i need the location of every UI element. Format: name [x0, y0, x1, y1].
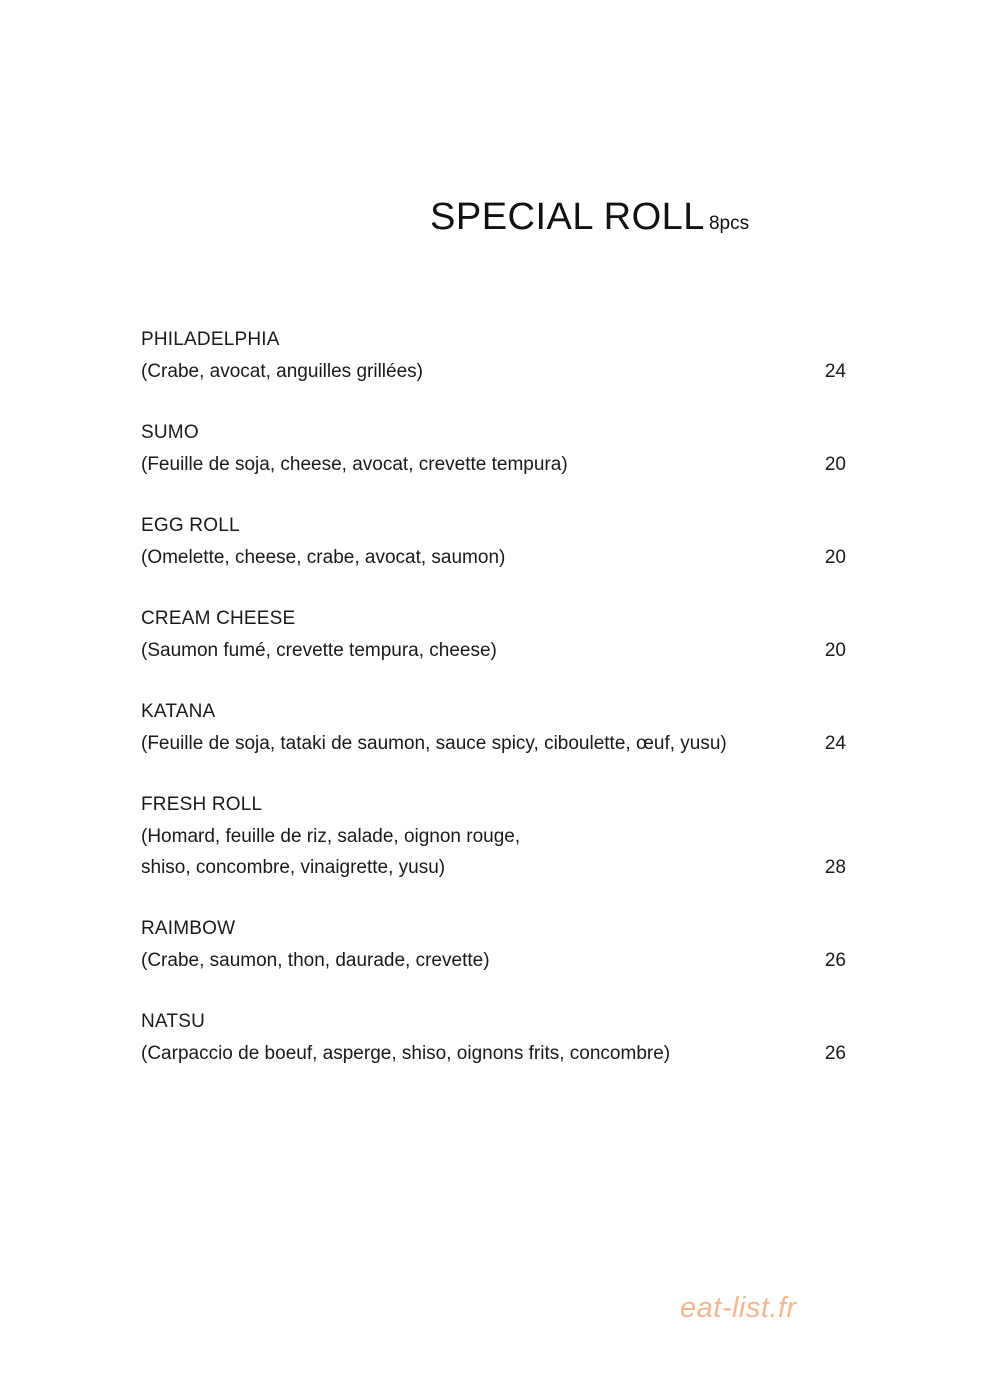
item-detail-row	[141, 821, 846, 883]
item-detail-row	[141, 635, 846, 666]
item-name: FRESH ROLL	[141, 794, 263, 815]
item-name: PHILADELPHIA	[141, 329, 280, 350]
item-detail-row	[141, 945, 846, 976]
item-description: (Carpaccio de boeuf, asperge, shiso, oignons frits, concombre)	[141, 1043, 671, 1064]
menu-title: SPECIAL ROLL	[430, 196, 705, 238]
item-price: 26	[824, 1043, 846, 1064]
item-description: (Omelette, cheese, crabe, avocat, saumon)	[141, 547, 506, 568]
menu-item	[141, 913, 846, 976]
item-description: (Feuille de soja, cheese, avocat, crevette tempura)	[141, 454, 568, 475]
item-description: (Crabe, avocat, anguilles grillées)	[141, 361, 423, 382]
item-description: (Crabe, saumon, thon, daurade, crevette)	[141, 950, 490, 971]
menu-item	[141, 324, 846, 387]
item-description: (Homard, feuille de riz, salade, oignon rouge, shiso, concombre, vinaigrette, yusu)	[141, 826, 521, 878]
item-price: 28	[824, 857, 846, 878]
item-detail-row	[141, 356, 846, 387]
item-description: (Feuille de soja, tataki de saumon, sauce spicy, ciboulette, œuf, yusu)	[141, 733, 727, 754]
item-detail-row	[141, 449, 846, 480]
item-detail-row	[141, 728, 846, 759]
item-price: 26	[824, 950, 846, 971]
item-detail-row	[141, 1038, 846, 1069]
menu-item	[141, 510, 846, 573]
menu-item	[141, 1006, 846, 1069]
item-price: 20	[824, 454, 846, 475]
menu-items-list	[141, 324, 846, 1099]
item-name: KATANA	[141, 701, 216, 722]
page-title	[430, 196, 749, 239]
item-name: CREAM CHEESE	[141, 608, 296, 629]
menu-item	[141, 696, 846, 759]
menu-item	[141, 603, 846, 666]
item-name: SUMO	[141, 422, 199, 443]
item-price: 20	[824, 640, 846, 661]
item-name: NATSU	[141, 1011, 205, 1032]
menu-subtitle: 8pcs	[708, 213, 750, 234]
item-name: RAIMBOW	[141, 918, 236, 939]
menu-item	[141, 789, 846, 883]
item-name: EGG ROLL	[141, 515, 240, 536]
item-price: 24	[824, 733, 846, 754]
menu-item	[141, 417, 846, 480]
item-price: 20	[824, 547, 846, 568]
watermark: eat-list.fr	[680, 1292, 797, 1324]
item-detail-row	[141, 542, 846, 573]
item-description: (Saumon fumé, crevette tempura, cheese)	[141, 640, 497, 661]
item-price: 24	[824, 361, 846, 382]
